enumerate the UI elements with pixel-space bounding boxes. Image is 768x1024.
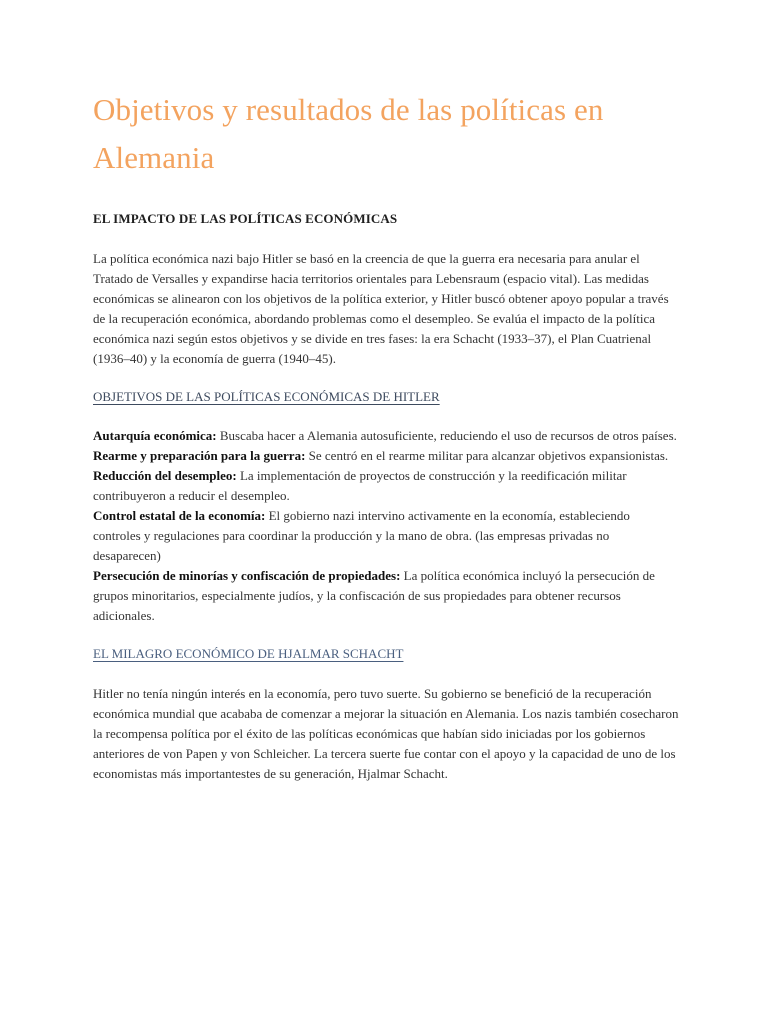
objective-text: El gobierno nazi intervino activamente en la economía, estableciendo controles y regulaciones para coordinar la producción y la mano de obra. (las empresas privadas no desaparecen) — [93, 508, 630, 563]
schacht-paragraph: Hitler no tenía ningún interés en la economía, pero tuvo suerte. Su gobierno se benefició de la recuperación económica mundial que acababa de comenzar a mejorar la situación en Alemania. Los nazis también cosecharon la recompensa política por el éxito de las políticas económicas que habían sido iniciadas por los gobiernos anteriores de von Papen y von Schleicher. La tercera suerte fue contar con el apoyo y la capacidad de uno de los economistas más importantestes de su generación, Hjalmar Schacht. — [93, 686, 679, 781]
objective-label: Autarquía económica: — [93, 428, 217, 443]
objective-item-rearmament — [93, 446, 679, 466]
objective-text: La implementación de proyectos de construcción y la reedificación militar contribuyeron a reducir el desempleo. — [93, 468, 627, 503]
objective-text: Buscaba hacer a Alemania autosuficiente, reduciendo el uso de recursos de otros países. — [216, 428, 677, 443]
objective-item-persecution — [93, 566, 679, 626]
section-heading-impact: EL IMPACTO DE LAS POLÍTICAS ECONÓMICAS — [93, 211, 398, 226]
objective-label: Rearme y preparación para la guerra: — [93, 448, 306, 463]
objective-item-autarky — [93, 426, 679, 446]
document-page — [93, 86, 679, 784]
objective-label: Persecución de minorías y confiscación de propiedades: — [93, 568, 401, 583]
intro-paragraph: La política económica nazi bajo Hitler se basó en la creencia de que la guerra era necesaria para anular el Tratado de Versalles y expandirse hacia territorios orientales para Lebensraum (espacio vital). Las medidas económicas se alinearon con los objetivos de la política exterior, y Hitler buscó obtener apoyo popular a través de la recuperación económica, abordando problemas como el desempleo. Se evalúa el impacto de la política económica nazi según estos objetivos y se divide en tres fases: la era Schacht (1933–37), el Plan Cuatrienal (1936–40) y la economía de guerra (1940–45). — [93, 251, 669, 366]
objective-text: Se centró en el rearme militar para alcanzar objetivos expansionistas. — [305, 448, 669, 463]
schacht-heading-link[interactable]: EL MILAGRO ECONÓMICO DE HJALMAR SCHACHT — [93, 646, 404, 661]
objective-label: Reducción del desempleo: — [93, 468, 237, 483]
objective-item-state-control — [93, 506, 679, 566]
objective-label: Control estatal de la economía: — [93, 508, 266, 523]
objective-text: La política económica incluyó la persecución de grupos minoritarios, especialmente judíos, y la confiscación de sus propiedades para obtener recursos adicionales. — [93, 568, 655, 623]
objectives-list — [93, 426, 679, 626]
objectives-heading-link[interactable]: OBJETIVOS DE LAS POLÍTICAS ECONÓMICAS DE HITLER — [93, 389, 440, 404]
objective-item-unemployment — [93, 466, 679, 506]
page-title: Objetivos y resultados de las políticas en Alemania — [93, 92, 604, 175]
